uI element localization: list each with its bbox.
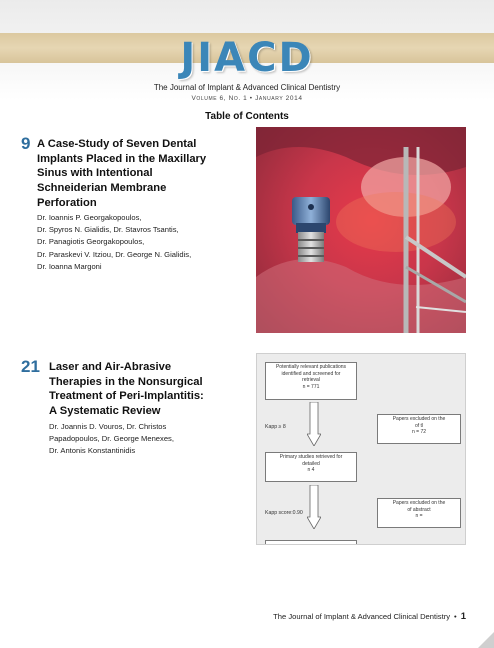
page-title: Table of Contents	[205, 111, 289, 122]
flowchart-box-text: Potentially relevant publications	[275, 364, 347, 370]
flowchart-box-text: n =	[415, 513, 423, 520]
flowchart-down-arrow-icon	[307, 485, 321, 529]
author-line: Papadopoulos, Dr. George Menexes,	[49, 434, 174, 444]
title-line: Schneiderian Membrane	[37, 182, 167, 195]
author-line: Dr. Joannis D. Vouros, Dr. Christos	[49, 422, 167, 431]
flowchart-box-text: n 4	[307, 467, 315, 474]
author-line: Dr. Antonis Konstantinidis	[49, 446, 136, 456]
journal-name: The Journal of Implant & Advanced Clinical Dentistry	[153, 83, 341, 92]
author-line: Dr. Panagiotis Georgakopoulos,	[37, 237, 145, 247]
flowchart-box-text: Papers excluded on the	[392, 500, 446, 506]
flowchart-box	[265, 540, 357, 545]
author-line: Dr. Ioanna Margoni	[37, 261, 102, 271]
title-line: Implants Placed in the Maxillary	[37, 152, 207, 165]
title-line: Perforation	[37, 196, 97, 209]
flowchart-box-text: identified and screened for	[281, 370, 341, 377]
flowchart-label: Kapp score:0.90	[265, 510, 303, 516]
flowchart-box-text: Papers excluded on the	[392, 416, 446, 422]
author-line: Dr. Spyros N. Gialidis, Dr. Stavros Tsantis,	[37, 225, 179, 235]
flowchart-figure	[256, 353, 466, 545]
flowchart-down-arrow-icon	[307, 402, 321, 446]
flowchart-label: Kapp ≥ 8	[265, 424, 286, 430]
flowchart-box-text: n = 72	[411, 429, 427, 436]
journal-logo: JIACD	[180, 35, 314, 81]
footer-journal-name: The Journal of Implant & Advanced Clinical Dentistry	[273, 612, 451, 621]
flowchart-box	[265, 362, 357, 400]
article-authors	[49, 421, 174, 458]
flowchart-box-text: of tl	[414, 422, 424, 429]
flowchart-box-text: retrieval	[302, 377, 320, 384]
article-page-number[interactable]: 21	[21, 357, 40, 376]
article-title[interactable]	[37, 137, 257, 211]
article-title[interactable]	[49, 360, 249, 419]
title-line: Sinus with Intentional	[37, 167, 153, 180]
title-line: A Case-Study of Seven Dental	[37, 138, 197, 150]
flowchart-exclusion-box	[377, 414, 461, 444]
page-number: 1	[460, 611, 466, 622]
flowchart-exclusion-box	[377, 498, 461, 528]
flowchart-box-text: Primary studies retrieved for	[279, 454, 343, 460]
footer-bullet: •	[454, 612, 457, 621]
title-line: A Systematic Review	[49, 405, 161, 418]
article-page-number[interactable]: 9	[21, 134, 31, 153]
flowchart-box-text: n = 771	[302, 383, 320, 390]
title-line: Therapies in the Nonsurgical	[49, 375, 203, 388]
title-line: Treatment of Peri-Implantitis:	[49, 390, 204, 403]
title-line: Laser and Air-Abrasive	[49, 361, 172, 373]
issue-info: Volume 6, No. 1 • January 2014	[191, 95, 303, 102]
flowchart-box	[265, 452, 357, 482]
flowchart-box-text: detailed	[302, 460, 320, 467]
author-line: Dr. Ioannis P. Georgakopoulos,	[37, 213, 142, 222]
clinical-photo	[256, 127, 466, 333]
flowchart-box-text: of abstract	[407, 506, 431, 513]
author-line: Dr. Paraskevi V. Itziou, Dr. George N. Gialidis,	[37, 249, 192, 259]
page-corner-fold	[478, 632, 494, 648]
article-authors	[37, 212, 191, 273]
page-footer	[273, 611, 466, 622]
